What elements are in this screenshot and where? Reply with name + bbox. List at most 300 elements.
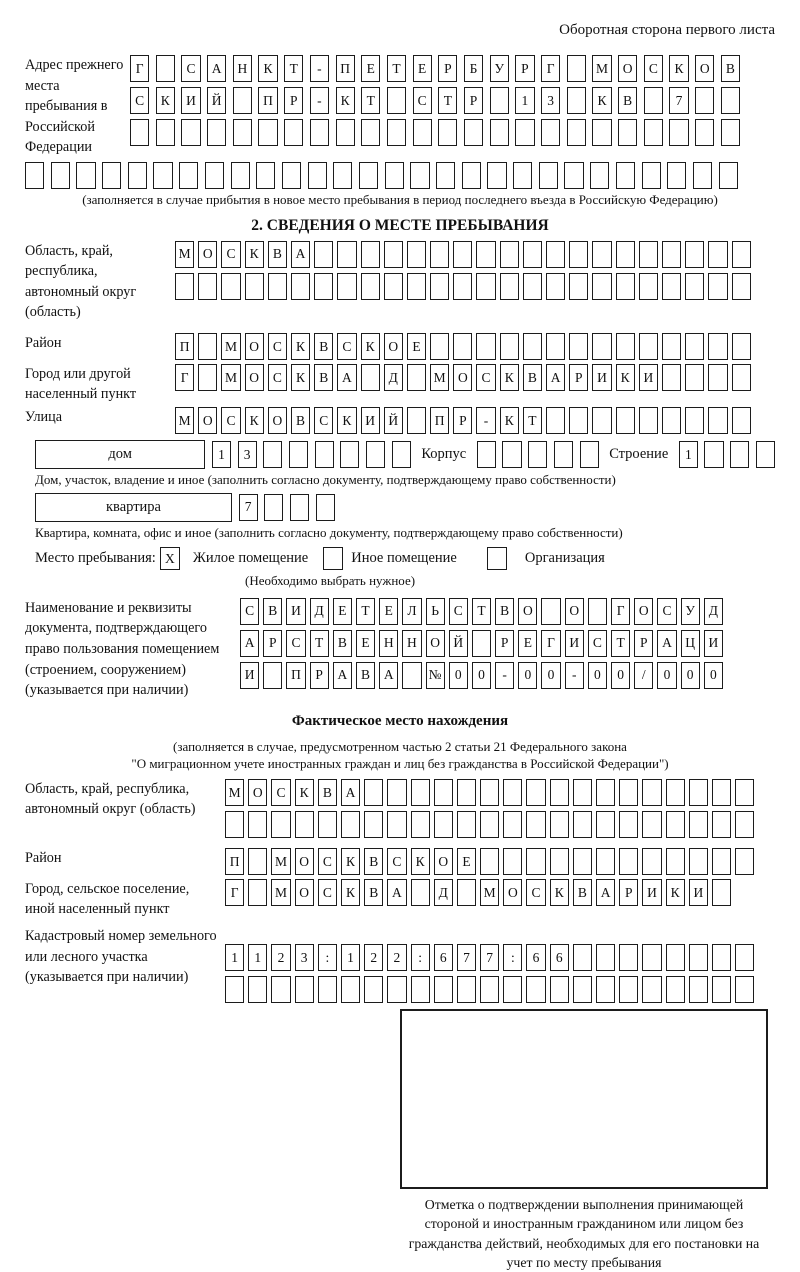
char-cell (248, 879, 267, 906)
char-cell (392, 441, 411, 468)
char-cell: А (291, 241, 310, 268)
char-cell (592, 119, 611, 146)
char-cell (364, 779, 383, 806)
char-cell: А (207, 55, 226, 82)
char-cell (642, 779, 661, 806)
char-cell (619, 779, 638, 806)
char-cell (721, 87, 740, 114)
char-cell (616, 407, 635, 434)
char-cell (233, 119, 252, 146)
char-cell (318, 811, 337, 838)
char-cell: С (657, 598, 676, 625)
char-cell: К (341, 848, 360, 875)
char-cell: : (411, 944, 430, 971)
char-cell (554, 441, 573, 468)
char-cell: 0 (541, 662, 560, 689)
char-cell (588, 598, 607, 625)
char-cell: О (198, 241, 217, 268)
char-cell: Е (379, 598, 398, 625)
char-cell (316, 494, 335, 521)
char-cell: И (286, 598, 305, 625)
char-cell (387, 976, 406, 1003)
char-cell (407, 241, 426, 268)
char-cell: С (476, 364, 495, 391)
char-cell (130, 119, 149, 146)
char-cell (642, 944, 661, 971)
char-cell: У (490, 55, 509, 82)
char-cell (457, 811, 476, 838)
char-cell (480, 976, 499, 1003)
char-cell: В (364, 879, 383, 906)
char-cell (639, 273, 658, 300)
region-rows (175, 241, 751, 300)
cadastral-label: Кадастровый номер земельного или лесного участка (указывается при наличии) (25, 927, 217, 986)
char-cell: К (295, 779, 314, 806)
char-cell: С (318, 879, 337, 906)
char-cell (490, 87, 509, 114)
char-cell: О (198, 407, 217, 434)
char-cell: Д (310, 598, 329, 625)
char-cell (712, 811, 731, 838)
char-cell: Р (569, 364, 588, 391)
char-cell (308, 162, 327, 189)
char-cell (295, 976, 314, 1003)
char-cell (268, 273, 287, 300)
char-cell: Й (384, 407, 403, 434)
char-cell (430, 333, 449, 360)
char-cell: К (291, 333, 310, 360)
char-cell (526, 848, 545, 875)
char-cell: И (181, 87, 200, 114)
char-cell: К (616, 364, 635, 391)
char-cell (523, 333, 542, 360)
char-cell (387, 87, 406, 114)
char-cell (407, 407, 426, 434)
char-cell (503, 811, 522, 838)
char-cell: О (618, 55, 637, 82)
stroenie-label: Строение (609, 446, 669, 463)
char-cell: Е (361, 55, 380, 82)
char-row (175, 241, 751, 268)
stamp-caption: Отметка о подтверждении выполнения принимающей стороной и иностранным гражданином или лицом без гражданства действий, необходимых для его постановки на учет по месту пребывания (408, 1196, 760, 1270)
char-cell (590, 162, 609, 189)
char-cell: Д (434, 879, 453, 906)
char-cell: И (642, 879, 661, 906)
char-cell (523, 273, 542, 300)
char-cell (336, 119, 355, 146)
char-cell (592, 407, 611, 434)
char-cell: В (268, 241, 287, 268)
char-row (175, 333, 751, 360)
char-row (240, 598, 723, 625)
char-cell: С (181, 55, 200, 82)
char-cell (708, 364, 727, 391)
char-cell (546, 333, 565, 360)
char-cell: К (500, 407, 519, 434)
char-cell (550, 779, 569, 806)
char-cell: 0 (611, 662, 630, 689)
char-cell (333, 162, 352, 189)
char-cell (364, 976, 383, 1003)
checkbox-organization (487, 547, 507, 570)
char-cell (735, 944, 754, 971)
char-cell: С (221, 407, 240, 434)
char-cell: 0 (449, 662, 468, 689)
char-cell: С (130, 87, 149, 114)
char-cell: В (495, 598, 514, 625)
char-cell (503, 848, 522, 875)
char-cell (573, 811, 592, 838)
char-cell: Г (541, 55, 560, 82)
char-cell (500, 241, 519, 268)
actual-region-rows (225, 779, 754, 838)
char-cell: 0 (472, 662, 491, 689)
char-cell: О (268, 407, 287, 434)
char-cell (592, 241, 611, 268)
char-cell (476, 333, 495, 360)
char-cell: А (657, 630, 676, 657)
char-cell: К (336, 87, 355, 114)
actual-city-label: Город, сельское поселение, иной населенный пункт (25, 880, 190, 918)
char-cell (462, 162, 481, 189)
char-cell: 6 (434, 944, 453, 971)
char-cell (263, 662, 282, 689)
char-cell (361, 241, 380, 268)
char-cell (310, 119, 329, 146)
char-cell (314, 241, 333, 268)
char-cell: С (268, 333, 287, 360)
char-cell: М (271, 848, 290, 875)
char-cell: С (413, 87, 432, 114)
char-cell (618, 119, 637, 146)
char-cell (233, 87, 252, 114)
actual-city-field (25, 879, 775, 920)
char-cell: С (221, 241, 240, 268)
house-note: Дом, участок, владение и иное (заполнить согласно документу, подтверждающему право собственности) (35, 472, 616, 488)
char-cell (596, 848, 615, 875)
char-cell: Ь (426, 598, 445, 625)
char-cell (490, 119, 509, 146)
option-organization-label: Организация (524, 550, 605, 567)
actual-location-title: Фактическое место нахождения (291, 712, 509, 729)
char-cell (708, 333, 727, 360)
char-cell (476, 241, 495, 268)
char-cell: К (361, 333, 380, 360)
stamp-area (400, 1009, 768, 1189)
char-cell (732, 273, 751, 300)
char-cell (502, 441, 521, 468)
char-cell (476, 273, 495, 300)
char-cell: Н (233, 55, 252, 82)
char-cell (644, 119, 663, 146)
char-cell: 0 (657, 662, 676, 689)
char-cell: Г (611, 598, 630, 625)
char-cell: К (245, 241, 264, 268)
char-cell (430, 241, 449, 268)
char-cell: Р (263, 630, 282, 657)
char-cell (619, 811, 638, 838)
char-cell (695, 87, 714, 114)
char-cell (51, 162, 70, 189)
char-cell: Л (402, 598, 421, 625)
char-cell (689, 848, 708, 875)
char-cell (662, 333, 681, 360)
char-row (225, 779, 754, 806)
char-cell: О (295, 879, 314, 906)
char-cell: В (291, 407, 310, 434)
char-cell (156, 55, 175, 82)
char-cell: П (430, 407, 449, 434)
char-cell (271, 976, 290, 1003)
char-cell (567, 87, 586, 114)
char-cell (619, 944, 638, 971)
cadastral-rows (225, 926, 754, 1003)
char-cell: О (434, 848, 453, 875)
char-row (240, 662, 723, 689)
char-cell: Е (333, 598, 352, 625)
char-cell (564, 162, 583, 189)
char-cell: М (175, 241, 194, 268)
char-row (175, 407, 751, 434)
char-cell (596, 779, 615, 806)
char-cell: 2 (364, 944, 383, 971)
char-cell: В (314, 333, 333, 360)
char-cell: К (669, 55, 688, 82)
char-cell (453, 241, 472, 268)
char-cell: С (644, 55, 663, 82)
char-cell: М (430, 364, 449, 391)
char-cell: П (225, 848, 244, 875)
char-cell (695, 119, 714, 146)
char-cell (526, 779, 545, 806)
prev-address-note: (заполняется в случае прибытия в новое место пребывания в период последнего въезда в Российскую Федерацию) (82, 191, 718, 207)
char-cell (689, 944, 708, 971)
char-cell (689, 976, 708, 1003)
char-cell: Ц (681, 630, 700, 657)
char-cell (258, 119, 277, 146)
char-cell (708, 273, 727, 300)
char-cell (387, 779, 406, 806)
char-cell (430, 273, 449, 300)
char-row (225, 944, 754, 971)
char-cell (410, 162, 429, 189)
char-cell: С (271, 779, 290, 806)
street-field (25, 407, 775, 434)
char-cell: - (310, 87, 329, 114)
char-cell: К (500, 364, 519, 391)
char-cell: - (565, 662, 584, 689)
char-cell (550, 811, 569, 838)
char-row (477, 441, 599, 468)
actual-location-note-2: "О миграционном учете иностранных граждан и лиц без гражданства в Российской Федерации") (131, 756, 669, 772)
char-cell: - (476, 407, 495, 434)
char-cell: К (341, 879, 360, 906)
char-cell (526, 976, 545, 1003)
char-cell: : (503, 944, 522, 971)
char-cell: Т (523, 407, 542, 434)
char-cell (407, 273, 426, 300)
char-cell: 7 (239, 494, 258, 521)
apartment-row (35, 493, 775, 522)
char-cell (735, 779, 754, 806)
char-cell (513, 162, 532, 189)
char-cell (669, 119, 688, 146)
char-cell: С (387, 848, 406, 875)
char-cell (666, 944, 685, 971)
char-cell: 7 (480, 944, 499, 971)
char-cell (541, 119, 560, 146)
char-cell (457, 879, 476, 906)
char-cell (361, 119, 380, 146)
char-cell (175, 273, 194, 300)
char-cell (248, 848, 267, 875)
region-label: Область, край, республика, автономный округ (область) (25, 242, 137, 321)
char-cell: О (248, 779, 267, 806)
char-cell: У (681, 598, 700, 625)
char-cell: Е (457, 848, 476, 875)
char-cell (573, 779, 592, 806)
char-cell (314, 273, 333, 300)
char-cell (639, 241, 658, 268)
char-cell (667, 162, 686, 189)
char-cell (411, 811, 430, 838)
char-cell: О (453, 364, 472, 391)
char-row (225, 811, 754, 838)
house-row (35, 440, 775, 469)
char-cell: П (336, 55, 355, 82)
char-cell (434, 811, 453, 838)
char-cell (364, 811, 383, 838)
char-cell (523, 241, 542, 268)
char-cell (434, 779, 453, 806)
char-cell (644, 87, 663, 114)
char-cell (503, 779, 522, 806)
char-cell (337, 273, 356, 300)
char-cell: 1 (225, 944, 244, 971)
char-cell: 1 (515, 87, 534, 114)
char-cell (712, 779, 731, 806)
char-cell (526, 811, 545, 838)
char-cell (642, 976, 661, 1003)
char-cell (282, 162, 301, 189)
char-cell (693, 162, 712, 189)
char-cell: 1 (212, 441, 231, 468)
char-cell (685, 364, 704, 391)
char-cell: Р (619, 879, 638, 906)
char-cell: 3 (541, 87, 560, 114)
checkbox-other-premises (323, 547, 343, 570)
char-cell (662, 407, 681, 434)
char-cell (480, 811, 499, 838)
char-cell: Д (704, 598, 723, 625)
char-cell: А (333, 662, 352, 689)
char-cell: С (314, 407, 333, 434)
char-cell (500, 333, 519, 360)
char-cell: С (337, 333, 356, 360)
apartment-caption-box: квартира (35, 493, 232, 522)
char-cell (666, 848, 685, 875)
stay-type-row (35, 547, 775, 570)
char-cell (263, 441, 282, 468)
char-row (175, 364, 751, 391)
char-cell: 1 (341, 944, 360, 971)
char-cell (438, 119, 457, 146)
char-cell: О (695, 55, 714, 82)
char-cell (457, 976, 476, 1003)
document-label: Наименование и реквизиты документа, подтверждающего право пользования помещением (строением, сооружением) (указывается при наличии) (25, 599, 220, 699)
prev-address-field (25, 55, 775, 158)
char-cell: Й (207, 87, 226, 114)
char-cell: Р (515, 55, 534, 82)
char-cell (387, 119, 406, 146)
char-cell (453, 273, 472, 300)
char-cell (384, 241, 403, 268)
char-cell (666, 779, 685, 806)
char-cell: А (546, 364, 565, 391)
char-cell (315, 441, 334, 468)
char-cell: Г (541, 630, 560, 657)
char-cell (528, 441, 547, 468)
char-cell (689, 779, 708, 806)
char-cell (384, 273, 403, 300)
char-cell (666, 976, 685, 1003)
char-cell (616, 333, 635, 360)
char-cell (730, 441, 749, 468)
char-cell (573, 976, 592, 1003)
char-cell (411, 879, 430, 906)
char-cell: В (318, 779, 337, 806)
char-cell: Г (130, 55, 149, 82)
char-cell (385, 162, 404, 189)
char-cell: Т (611, 630, 630, 657)
char-row (239, 494, 335, 521)
char-cell: И (639, 364, 658, 391)
char-cell: А (337, 364, 356, 391)
char-cell (181, 119, 200, 146)
char-cell (546, 407, 565, 434)
char-cell (361, 364, 380, 391)
char-cell (515, 119, 534, 146)
char-cell: О (245, 333, 264, 360)
char-cell (225, 976, 244, 1003)
char-cell: С (588, 630, 607, 657)
char-cell (477, 441, 496, 468)
char-row (212, 441, 411, 468)
char-cell: 7 (457, 944, 476, 971)
char-cell (685, 333, 704, 360)
char-cell: К (258, 55, 277, 82)
char-cell: Р (464, 87, 483, 114)
house-caption-box: дом (35, 440, 205, 469)
char-cell (685, 407, 704, 434)
char-cell: В (523, 364, 542, 391)
char-cell: П (175, 333, 194, 360)
char-cell (341, 811, 360, 838)
char-cell (198, 364, 217, 391)
char-cell: 0 (518, 662, 537, 689)
char-cell (567, 119, 586, 146)
char-cell: В (573, 879, 592, 906)
char-cell: О (634, 598, 653, 625)
char-cell (366, 441, 385, 468)
char-cell (256, 162, 275, 189)
char-cell: О (245, 364, 264, 391)
stay-type-note: (Необходимо выбрать нужное) (245, 573, 416, 589)
char-cell: Д (384, 364, 403, 391)
char-cell (666, 811, 685, 838)
char-cell (289, 441, 308, 468)
char-cell (295, 811, 314, 838)
